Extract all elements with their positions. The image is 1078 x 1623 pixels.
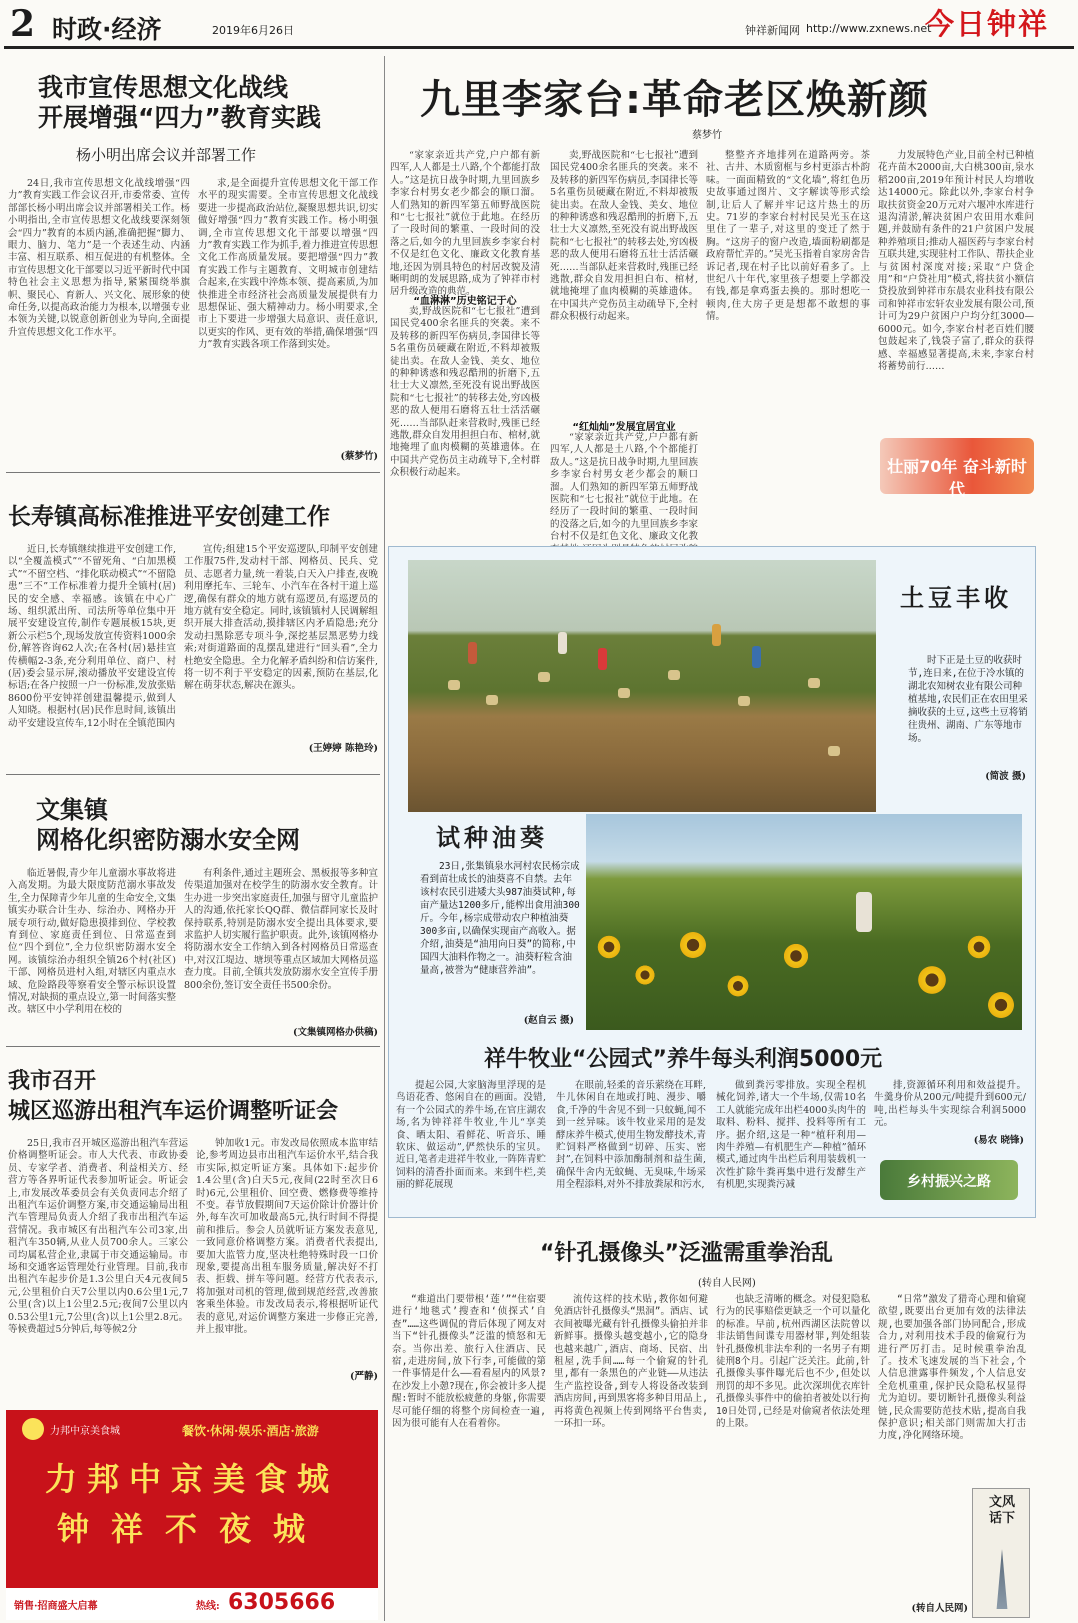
badge-label: 乡村振兴之路 (907, 1174, 991, 1190)
article-body: 流传这样的技术贴,教你如何避免酒店针孔摄像头“黑洞”。酒店、试衣间被曝光藏有针孔摄像头偷拍并非新鲜事。摄像头越变越小,它的隐身也越来越广,酒店、商场、民宿、出租屋,洗手间……每一个偷窥的针孔里,都有一条黑色的产业链——从违法生产监控设备,到专人将设备改装到酒店房间,再到黑客将多种目用品上,再将黄色视频上传到网络平台售卖,一环扣一环。 (554, 1294, 708, 1430)
tower-icon (993, 1549, 1011, 1609)
article-body: 有利条件,通过主题班会、黑板报等多种宣传渠道加强对在校学生的防溺水安全教育。计生办进一步突出家庭责任,加强与留守儿童监护人的沟通,依托家长QQ群、微信群同家长及时保持联系,特别是防溺水安全提出具体要求,要求监护人切实履行监护职责。此外,该镇网格办将防溺水安全工作纳入到各村网格员日常巡查中,对汉江堤边、塘坝等重点区域加大网格员巡查力度。目前,全镇共发放防溺水安全宣传手册800余份,签订安全责任书500余份。 (184, 868, 378, 991)
article-title: “针孔摄像头”泛滥需重拳治乱 (540, 1241, 833, 1266)
article-body: 近日,长寿镇继续推进平安创建工作,以“全覆盖模式”“不留死角、“白加黑模式”“不留空档、“排化联动模式”“不留隐患”三不”工作标准着力提升全镇村(居)民的安全感、幸福感。该镇在中心广场、组织派出所、司法所等单位集中开展平安建设宣传,制作专题展板15块,更新公示栏5个,现场发放宣传资料1000余份,解答咨询62人次;在各村(居)悬挂宣传横幅2-3条,充分利用单位、商户、村(居)委会显示屏,滚动播放平安建设宣传标语;在各户按照一户一份标准,发放张贴8600份平安钟祥创建温馨提示,做到人人知晓。根据村(居)民作息时间,该镇出动平安建设宣传车,12小时在全镇范围内 (8, 544, 176, 729)
column-divider (384, 56, 385, 1621)
article-byline: (严静) (350, 1371, 378, 1382)
main-headline: 九里李家台:革命老区焕新颜 (420, 77, 929, 123)
ad-contact-bar (6, 1588, 378, 1620)
article-byline: (王婷婷 陈艳玲) (308, 743, 378, 754)
article-title: 我市召开 (8, 1069, 97, 1094)
article-body: “难道出门要带根‘莲’”“住宿要进行‘地毯式’搜查和‘侦探式’自查”……这些调侃的背后体现了网友对当下“针孔摄像头”泛滥的愤怒和无奈。当你出差、旅行入住酒店、民宿,走进房间,放下行李,可能做的第一件事情是什么——看看屋内的风景?在沙发上小憩?现在,你会被计多人提醒:暂时不能放松疲惫的身躯,你需要尽可能仔细的将整个房间检查一遍,因为很可能有人在看着你。 (392, 1294, 546, 1430)
article-byline: (易农 晓锋) (973, 1135, 1024, 1146)
photo-byline: (赵自云 摄) (523, 1015, 574, 1026)
article-body: 25日,我市召开城区巡游出租汽车营运价格调整听证会。市人大代表、市政协委员、专家学者、消费者、利益相关方、经营方等各界听证代表参加听证会。听证会上,市发展改革委员会有关负责同志介绍了出租汽车运价调整方案,市交通运输局出租汽车管理局负责人介绍了我市出租汽车运营情况。我市城区有出租汽车公司3家,出租汽车350辆,从业人员700余人。三家公司均属私营企业,隶属于市交通运输局。市场和交通客运管理处行业管理。目前,我市出租汽车起步价是1.3公里白天4元夜间5元,公里租价白天7公里以内0.6公里1元,7公里(含)以上1公里2.5元;夜间7公里以内0.53公里1元,7公里(含)以上1公里2.8元。等候费超过5分钟后,每等候2分 (8, 1138, 188, 1336)
article-byline: (蔡梦竹) (340, 451, 378, 462)
anniversary-banner (880, 438, 1034, 499)
article-body: 求,是全面提升宣传思想文化干部工作水平的现实需要。全市宣传思想文化战线要进一步提高政治站位,凝聚思想共识,切实做好增强“四力”教育实践工作。杨小明强调,全市宣传思想文化干部要以增强“四力”教育实践工作为抓手,着力推进宣传思想文化工作高质量发展。要把增强“四力”教育实践工作与主题教育、文明城市创建结合起来,在实践中淬炼本领、提高素质,为加快推进全市经济社会高质量发展提供有力思想保证、强大精神动力。杨小明要求,全市上下要进一步增强大局意识、责任意识,以更实的作风、更有效的举措,确保增强“四力”教育实践各项工作落到实处。 (198, 178, 378, 351)
article-byline: (转自人民网) (698, 1278, 756, 1289)
article-body: 钟加收1元。市发改局依照成本监审结论,参考周边县市出租汽车运价水平,结合我市实际,拟定听证方案。具体如下:起步价1.4公里(含)白天5元,夜间(22时至次日6时)6元,公里租价、回空费、燃修费等维持不变。春节放假期间7天运价除计价器计价外,每车次可加收最高5元,执行时间不得提前和推后。参会人员就听证方案发表意见,一致同意价格调整方案。消费者代表提出,要加大监管力度,坚决杜绝特殊时段一口价现象,要提高出租车服务质量,解决好不打表、拒载、拼车等问题。经营方代表表示,将加强对司机的管理,做到规范经营,改善旅客乘坐体验。市发改局表示,将根据听证代表的意见,对运价调整方案进一步修正完善,并上报审批。 (196, 1138, 378, 1336)
article-body: 宣传;组建15个平安巡逻队,印制平安创建工作服75件,发动村干部、网格员、民兵、党员、志愿者力量,统一着装,白天入户排查,夜晚利用摩托车、三轮车、小汽车在各村干道上巡逻,确保有群众的地方就有巡逻员,有巡逻员的地方就有安全稳定。同时,该镇镇村人民调解组织开展大排查活动,摸排辖区内矛盾隐患;充分发动扫黑除恶专项斗争,深挖基层黑恶势力线索;对街道路面的乱摆乱建进行“回头看”,全力杜绝安全隐患。全力化解矛盾纠纷和信访案件,将一切不利于平安稳定的因素,预防在基层,化解在萌芽状态,解决在源头。 (184, 544, 378, 692)
main-subhead: “血淋淋”历史铭记于心 (413, 296, 517, 307)
photo-caption: 23日,张集镇泉水河村农民杨宗成看到苗壮成长的油葵喜不自禁。去年该村农民引进矮大头987油葵试种,每亩产量达1200多斤,能榨出食用油300斤。今年,杨宗成带动农户种植油葵300多亩,以确保实现亩产高收入。据介绍,油葵是“油用向日葵”的简称,中国四大油料作物之一。油葵籽粒含油量高,被誉为“健康营养油”。 (420, 861, 580, 976)
ad-bar-left: 销售·招商盛大启幕 (14, 1601, 98, 1612)
site-url[interactable]: http://www.zxnews.net (806, 22, 932, 35)
article-byline: (文集镇网格办供稿) (293, 1027, 378, 1038)
section-rule (6, 774, 380, 775)
column-logo-box (972, 1488, 1030, 1618)
column-logo-label: 文风话下 (988, 1495, 1015, 1526)
ad-logo-icon (22, 1418, 44, 1440)
header-rule (4, 46, 1074, 49)
main-body: 卖,野战医院和“七七报社”遭到国民党400余名匪兵的突袭。来不及转移的新四军伤病员,李国律长等5名重伤员硬藏在附近,不料却被叛徒出卖。在敌人金钱、美女、地位的种种诱惑和残忍酷刑的折磨下,五壮士大义凛然,至死没有说出野战医院和“七七报社”的转移去处,穷凶极恶的敌人便用石磨将五壮士活活碾死……当部队赶来营救时,残匪已经逃散,群众自发用担担白布、棺材,就地掩埋了血肉模糊的英雄遗体。在中国共产党伤员主动疏导下,全村群众积极行动起来。 (550, 150, 698, 323)
ad-slogan: 钟祥不夜城 (56, 1510, 327, 1548)
article-body: 24日,我市宣传思想文化战线增强“四力”教育实践工作会议召开,市委常委、宣传部部长杨小明出席会议并部署相关工作。杨小明指出,全市宣传思想文化战线要深刻领会“四力”教育的本质内涵,准确把握“脚力、眼力、脑力、笔力”是一个表述生动、内涵丰富、相互联系、相互促进的有机整体。全市宣传思想文化干部要以习近平新时代中国特色社会主义思想为指导,紧紧围绕举旗帜、聚民心、育新人、兴文化、展形象的使命任务,以提高政治能力为根本,以增强专业本领为关键,以锐意创新创业为导向,全面提升宣传思想文化工作水平。 (8, 178, 190, 338)
section-title: 时政·经济 (52, 15, 162, 44)
article-body: “日常”激发了猎奇心理和偷窥欲望,既要出台更加有效的法律法规,也要加强各部门协同配合,形成合力,对利用技术手段的偷窥行为进行严厉打击。足时候重拳治乱了。技术飞速发展的当下社会,个人信息泄露事件频发,个人信息安全危机重重,保护民众隐私权显得尤为迫切。要切断针孔摄像头利益链,民众需要防范技术贴,提高自我保护意识;相关部门则需加大打击力度,净化网络环境。 (878, 1294, 1026, 1442)
main-body: 整整齐齐地排列在道路两旁。茶社、古井、木质窗框与乡村更添古朴韵味。一面面精致的“文化墙”,将红色历史故事通过图片、文字解读等形式绘制,让后人了解并牢记这片热土的历史。71岁的李家台村村民吴光玉在这里住了一辈子,对这里的变迁了然于胸。“这房子的窗户改造,墙面粉刷都是政府帮忙弄的。”吴光玉指着自家房舍告诉记者,现在村子比以前好看多了。上世纪八十年代,家里孩子想要上学都没有钱,都是拿鸡蛋去换的。那时想吃一顿肉,住大房子更是想都不敢想的事情。 (706, 150, 870, 323)
article-title: 我市宣传思想文化战线 (38, 73, 289, 102)
photo-byline: (简波 摄) (985, 771, 1026, 782)
photo-title: 试种油葵 (436, 823, 548, 852)
main-subhead: “红灿灿”发展宜居宜业 (572, 422, 676, 433)
article-body: 在眼前,轻柔的音乐萦绕在耳畔,牛儿休闲自在地或打盹、漫步、嚼食,千净的牛舍见不到一只蚊蝇,闻不到一丝异味。该牛牧业采用的是发酵床养牛模式,使用生物发酵技术,青贮饲料严格做到“切碎、压实、密封”,在饲料中添加酶制剂和益生菌,确保牛舍内无蚊蝇、无臭味,牛场采用全程添料,对外不排放粪尿和污水, (556, 1080, 706, 1191)
masthead-logo: 今日钟祥 (925, 7, 1050, 41)
ad-tags: 餐饮·休闲·娱乐·酒店·旅游 (182, 1424, 319, 1438)
advertisement[interactable] (6, 1410, 378, 1620)
article-byline: (转自人民网) (911, 1603, 968, 1614)
banner-label: 壮丽70年 奋斗新时代 (887, 457, 1027, 499)
article-title: 祥牛牧业“公园式”养牛每头利润5000元 (484, 1047, 883, 1072)
site-name: 钟祥新闻网 (745, 24, 800, 37)
article-title: 长寿镇高标准推进平安创建工作 (8, 504, 330, 530)
page-number: 2 (10, 3, 36, 45)
article-title: 网格化织密防溺水安全网 (36, 826, 300, 854)
article-body: 做到粪污零排放。实现全程机械化饲养,诸大一个牛场,仅需10名工人就能完成年出栏4000头肉牛的取料、粉料、搅拌、投料等所有工序。据介绍,这是一种“植秆利用—肉牛养殖—有机肥生产—种植”循环模式,通过肉牛出栏后利用装载机一次性扩除牛粪再集中进行发酵生产有机肥,实现粪污减 (716, 1080, 866, 1191)
potato-harvest-photo (408, 560, 876, 812)
main-body: 卖,野战医院和“七七报社”遭到国民党400余名匪兵的突袭。来不及转移的新四军伤病员,李国律长等5名重伤员硬藏在附近,不料却被叛徒出卖。在敌人金钱、美女、地位的种种诱惑和残忍酷刑的折磨下,五壮士大义凛然,至死没有说出野战医院和“七七报社”的转移去处,穷凶极恶的敌人便用石磨将五壮士活活碾死……当部队赶来营救时,残匪已经逃散,群众自发用担担白布、棺材,就地掩埋了血肉模糊的英雄遗体。在中国共产党伤员主动疏导下,全村群众积极行动起来。 (390, 306, 540, 479)
article-body: 临近暑假,青少年儿童溺水事故将进入高发期。为最大限度防范溺水事故发生,全力保障青少年儿童的生命安全,文集镇实办联合计生办、综治办、网格办开展专项行动,做好隐患摸排到位、学校教育到位、家庭责任到位、日常巡查到位“四个到位”,全力位织密防溺水安全网。该镇综治办组织全镇26个村(社区)干部、网格员进村入组,对辖区内重点水域、危险路段等察看安全警示标识设置情况,对缺损的重点设立,第一时间落实整改。辖区中小学利用在校的 (8, 868, 176, 1016)
ad-company: 力邦中京美食城 (50, 1426, 120, 1437)
ad-phone-label: 热线: (196, 1601, 220, 1612)
photo-caption: 时下正是土豆的收获时节,连日来,在位于冷水镇的湖北农知树农业有限公司种植基地,农民们正在农田里采摘收获的土豆,这些土豆将销往贵州、湖南、广东等地市场。 (908, 655, 1028, 744)
rural-revival-badge (880, 1160, 1018, 1200)
article-subtitle: 杨小明出席会议并部署工作 (76, 146, 257, 164)
article-body: 也缺乏清晰的概念。对侵犯隐私行为的民事赔偿更缺乏一个可以量化的标准。早前,杭州西湖区法院曾以非法销售间谍专用器材罪,判处组装针孔摄像机非法牟利的一名男子有期徒刑8个月。引起广泛关注。此前,针孔摄像头事件曝光后也不少,但处以刑罚的却不多见。此次深圳优衣库针孔摄像头事件中的偷拍者被处以行拘10日处罚,已经是对偷窥者依法处理的上限。 (716, 1294, 870, 1430)
section-rule (6, 1046, 380, 1047)
issue-date: 2019年6月26日 (212, 24, 294, 37)
article-body: 排,资源循环利用和效益提升。牛羹身价从200元/吨提升到600元/吨,出栏每头牛实现综合利润5000元。 (874, 1080, 1026, 1129)
main-byline: 蔡梦竹 (692, 130, 722, 141)
main-body: “家家亲近共产党,户户都有新四军,人人都是土八路,个个都能打敌人。”这是抗日战争时期,九里回族乡李家台村男女老少都会的顺口溜。人们熟知的新四军第五师野战医院和“七七报社”就位于此地。在经历了一段时间的繁重、一段时间的没落之后,如今的九里回族乡李家台村不仅是红色文化、廉政文化教 (550, 432, 698, 543)
sunflower-photo (586, 814, 1022, 1030)
main-body: 力发展特色产业,目前全村已种植花卉苗木2000亩,大白桃300亩,泉水稻200亩,2019年预计村民人均增收达14000元。除此以外,李家台村争取扶贫资金20万元对六堰冲水库进行退沟清淤,解决贫困户农田用水难问题,并鼓励有条件的21户贫困户发展种养殖项目;推动人福医药与李家台村互联共建,实现驻村工作队、帮扶企业与贫困村深度对接;采取“户贷企用”和“户贷社用”模式,将扶贫小额信贷投放到钟祥市东晨农业科技有限公司和钟祥市宏轩农业发展有限公司,预计可为29户贫困户户均分红3000—6000元。如今,李家台村老百姓们腰包鼓起来了,钱袋子富了,群众的获得感、幸福感显著提高,未来,李家台村将蓄势前行…… (878, 150, 1034, 372)
article-title: 城区巡游出租汽车运价调整听证会 (8, 1099, 339, 1124)
ad-phone[interactable]: 6305666 (228, 1590, 336, 1615)
article-title: 开展增强“四力”教育实践 (38, 103, 321, 132)
section-rule (6, 472, 380, 473)
photo-title: 土豆丰收 (900, 583, 1012, 612)
main-body: “家家亲近共产党,户户都有新四军,人人都是土八路,个个都能打敌人。”这是抗日战争时期,九里回族乡李家台村男女老少都会的顺口溜。人们熟知的新四军第五师野战医院和“七七报社”就位于此地。在经历了一段时间的繁重、一段时间的没落之后,如今的九里回族乡李家台村不仅是红色文化、廉政文化教育基地,还因为别具特色的村居改貌及清晰明朗的发展思路,成为了钟祥市村居升级改造的典范。 (390, 150, 540, 298)
article-body: 提起公园,大家脑海里浮现的是鸟语花香、悠闲自在的画面。没错,有一个公园式的养牛场,在官庄湖农场,名为钟祥祥牛牧业,牛儿“享美食、晒太阳、看鲜花、听音乐、睡软床、做运动”,俨然快乐的宝贝。近日,笔者走进祥牛牧业,一阵阵青贮饲料的清香扑面而来。来到牛栏,美丽的鲜花展现 (396, 1080, 546, 1191)
article-title: 文集镇 (36, 796, 108, 824)
ad-slogan: 力邦中京美食城 (44, 1460, 339, 1498)
